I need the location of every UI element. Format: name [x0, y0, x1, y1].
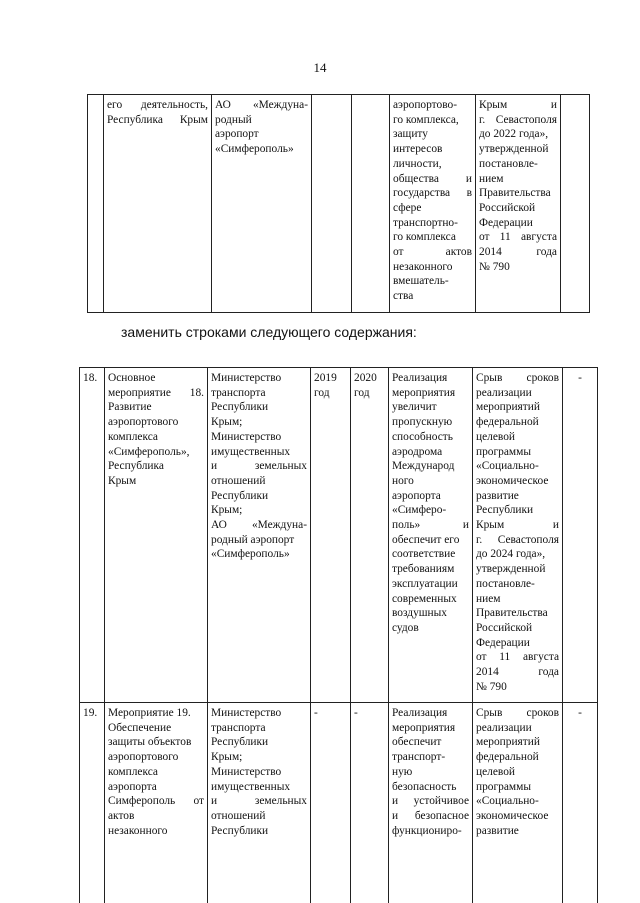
cell-line: Крым и: [476, 519, 559, 532]
cell-line: -: [354, 707, 358, 719]
upper-cell-consequences: [476, 95, 561, 313]
cell-line: программы: [476, 445, 531, 458]
cell-line: АО «Междуна-: [211, 519, 307, 532]
cell-line: транспортно-: [393, 216, 458, 229]
page-number: 14: [313, 60, 327, 75]
cell-line: государства в: [393, 187, 472, 200]
cell-line: -: [314, 707, 318, 719]
cell-line: Крым;: [211, 416, 243, 429]
row-consequences: [473, 703, 563, 903]
cell-line: сфере: [393, 201, 422, 214]
cell-line: год: [354, 386, 370, 399]
cell-line: г. Севастополя: [479, 113, 557, 126]
cell-line: целевой: [476, 430, 515, 443]
row-start: [311, 703, 351, 903]
row-result: [389, 368, 473, 703]
row-link: -: [563, 368, 598, 703]
cell-line: № 790: [479, 260, 510, 273]
cell-line: федеральной: [476, 751, 539, 764]
cell-line: обеспечит: [392, 736, 442, 749]
cell-line: го комплекса: [393, 231, 456, 244]
cell-line: программы: [476, 780, 531, 793]
cell-line: транспорта: [211, 721, 266, 734]
cell-line: Мероприятие 19.: [108, 707, 191, 719]
cell-line: имущественных: [211, 445, 291, 458]
cell-line: и земельных: [211, 795, 307, 808]
cell-line: Срыв сроков: [476, 707, 559, 719]
cell-line: развитие: [476, 824, 519, 837]
cell-line: Республики: [211, 401, 269, 414]
cell-line: Крым;: [211, 751, 243, 764]
upper-cell-end: [352, 95, 390, 313]
cell-line: соответствие: [392, 548, 456, 561]
row-start: [311, 368, 351, 703]
cell-line: Республики: [476, 504, 534, 517]
cell-line: Основное: [108, 372, 156, 384]
cell-line: вмешатель-: [393, 275, 449, 288]
cell-line: утвержденной: [479, 143, 549, 156]
cell-line: до 2022 года»,: [479, 128, 549, 141]
cell-line: мероприятия: [392, 386, 456, 399]
cell-line: г. Севастополя: [476, 533, 559, 546]
cell-line: транспорт-: [392, 751, 446, 764]
upper-cell-number: [88, 95, 104, 313]
upper-cell-executors: [212, 95, 312, 313]
cell-line: Республики: [211, 489, 269, 502]
cell-line: эксплуатации: [392, 577, 458, 590]
cell-line: ную: [392, 765, 413, 778]
cell-line: Развитие: [108, 401, 152, 414]
upper-cell-start: [312, 95, 352, 313]
row-link: -: [563, 703, 598, 903]
cell-line: Республика Крым: [107, 113, 208, 126]
cell-line: транспорта: [211, 386, 266, 399]
cell-line: АО «Междуна-: [215, 99, 308, 111]
upper-table-fragment: [87, 94, 590, 313]
cell-line: постановле-: [476, 577, 535, 590]
cell-line: функциониро-: [392, 824, 462, 837]
cell-line: обеспечит его: [392, 533, 460, 546]
cell-line: 2014 года: [476, 666, 559, 679]
row-name: [105, 703, 208, 903]
cell-line: целевой: [476, 765, 515, 778]
table-row: [88, 95, 590, 313]
cell-line: 2019: [314, 372, 337, 384]
cell-line: Правительства: [476, 607, 548, 620]
cell-line: защиту: [393, 128, 428, 141]
cell-line: утвержденной: [476, 563, 546, 576]
cell-line: Федерации: [479, 216, 533, 229]
row-number: 18.: [80, 368, 105, 703]
cell-line: актов: [108, 809, 135, 822]
cell-line: Реализация: [392, 707, 448, 719]
cell-line: № 790: [476, 680, 507, 693]
cell-line: Международ: [392, 460, 455, 473]
upper-cell-result: [390, 95, 476, 313]
cell-line: Обеспечение: [108, 721, 172, 734]
cell-line: способность: [392, 430, 453, 443]
cell-line: «Симферо-: [392, 504, 447, 517]
row-result: [389, 703, 473, 903]
cell-line: мероприятий: [476, 736, 540, 749]
cell-line: мероприятие 18.: [108, 386, 204, 399]
cell-line: ства: [393, 290, 414, 303]
cell-line: Крым;: [211, 504, 243, 517]
cell-line: реализации: [476, 721, 532, 734]
cell-line: комплекса: [108, 430, 158, 443]
cell-line: «Симферополь»: [211, 548, 290, 561]
cell-line: год: [314, 386, 330, 399]
cell-line: пропускную: [392, 416, 453, 429]
cell-line: Министерство: [211, 430, 282, 443]
row-executors: [208, 703, 311, 903]
cell-line: «Социально-: [476, 460, 539, 473]
replacement-caption: заменить строками следующего содержания:: [121, 324, 417, 340]
cell-line: Российской: [476, 621, 533, 634]
cell-line: реализации: [476, 386, 532, 399]
cell-line: Правительства: [479, 187, 551, 200]
cell-line: Министерство: [211, 707, 282, 719]
cell-line: от 11 августа: [479, 231, 557, 244]
cell-line: родный аэропорт: [211, 533, 295, 546]
cell-line: аэропорт: [215, 128, 259, 141]
cell-line: Срыв сроков: [476, 372, 559, 384]
cell-line: Крым и: [479, 99, 557, 111]
cell-line: «Симферополь»,: [108, 445, 190, 458]
row-consequences: [473, 368, 563, 703]
cell-line: личности,: [393, 157, 442, 170]
cell-line: воздушных: [392, 607, 447, 620]
cell-line: Республики: [211, 824, 269, 837]
cell-line: Министерство: [211, 765, 282, 778]
cell-line: аэропорта: [392, 489, 441, 502]
cell-line: до 2024 года»,: [476, 548, 546, 561]
cell-line: имущественных: [211, 780, 291, 793]
row-end: [351, 368, 389, 703]
cell-line: мероприятий: [476, 401, 540, 414]
cell-line: го комплекса,: [393, 113, 459, 126]
cell-line: Российской: [479, 201, 536, 214]
cell-line: судов: [392, 621, 419, 634]
cell-line: Федерации: [476, 636, 530, 649]
cell-line: современных: [392, 592, 457, 605]
cell-line: Министерство: [211, 372, 282, 384]
cell-line: аэропортово-: [393, 99, 457, 111]
cell-line: Республика: [108, 460, 164, 473]
cell-line: аэропортового: [108, 751, 179, 764]
row-name: [105, 368, 208, 703]
cell-line: незаконного: [108, 824, 168, 837]
cell-line: развитие: [476, 489, 519, 502]
cell-line: и устойчивое: [392, 795, 469, 808]
row-number: 19.: [80, 703, 105, 903]
cell-line: нием: [479, 172, 504, 185]
cell-line: интересов: [393, 143, 443, 156]
cell-line: поль» и: [392, 519, 469, 532]
row-executors: [208, 368, 311, 703]
cell-line: мероприятия: [392, 721, 456, 734]
cell-line: 2020: [354, 372, 377, 384]
cell-line: его деятельность,: [107, 99, 208, 111]
cell-line: и безопасное: [392, 809, 469, 822]
cell-line: родный: [215, 113, 252, 126]
cell-line: аэропорта: [108, 780, 157, 793]
lower-table: [79, 367, 598, 903]
cell-line: увеличит: [392, 401, 437, 414]
cell-line: 2014 года: [479, 246, 557, 259]
cell-line: Республики: [211, 736, 269, 749]
cell-line: «Симферополь»: [215, 143, 294, 156]
upper-cell-link: [561, 95, 590, 313]
cell-line: и земельных: [211, 460, 307, 473]
cell-line: незаконного: [393, 260, 453, 273]
cell-line: защиты объектов: [108, 736, 192, 749]
cell-line: экономическое: [476, 474, 549, 487]
cell-line: аэродрома: [392, 445, 443, 458]
cell-line: ного: [392, 474, 414, 487]
upper-cell-name: [104, 95, 212, 313]
cell-line: отношений: [211, 474, 266, 487]
table-row: [80, 703, 598, 903]
cell-line: экономическое: [476, 809, 549, 822]
cell-line: отношений: [211, 809, 266, 822]
cell-line: комплекса: [108, 765, 158, 778]
cell-line: Симферополь от: [108, 795, 204, 808]
cell-line: «Социально-: [476, 795, 539, 808]
cell-line: от 11 августа: [476, 651, 559, 664]
table-row: [80, 368, 598, 703]
cell-line: Крым: [108, 474, 137, 487]
cell-line: Реализация: [392, 372, 448, 384]
cell-line: требованиям: [392, 563, 455, 576]
row-end: [351, 703, 389, 903]
cell-line: аэропортового: [108, 416, 179, 429]
cell-line: нием: [476, 592, 501, 605]
cell-line: общества и: [393, 172, 472, 185]
cell-line: постановле-: [479, 157, 538, 170]
cell-line: от актов: [393, 246, 472, 259]
cell-line: безопасность: [392, 780, 457, 793]
cell-line: федеральной: [476, 416, 539, 429]
